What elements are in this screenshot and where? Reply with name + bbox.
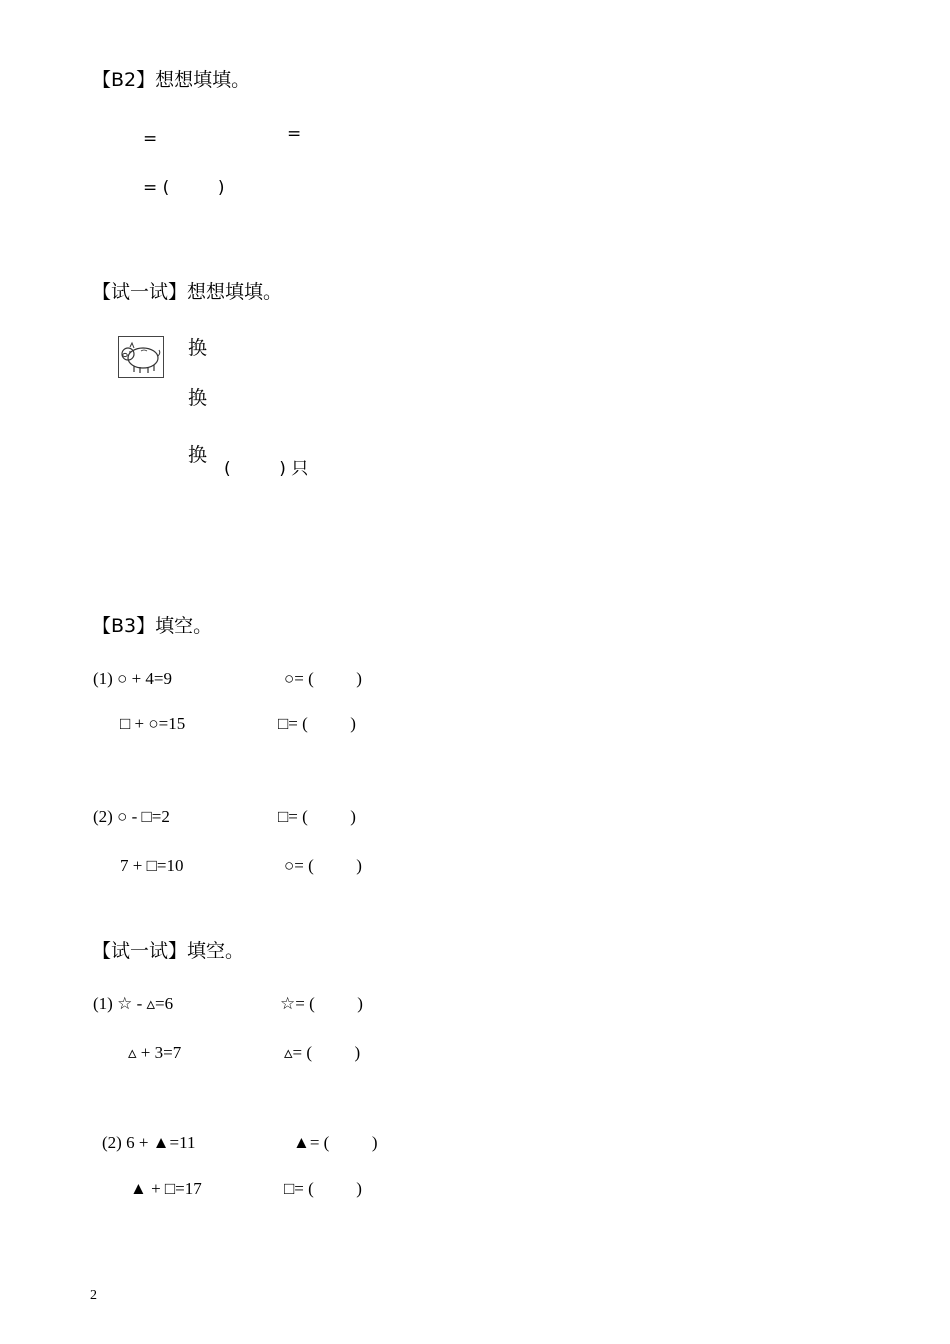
b3-p2-line2: 7 + □=10 — [120, 856, 184, 875]
b3-p1-line2: □ + ○=15 — [120, 714, 186, 733]
swap-label-1: 换 — [188, 337, 208, 359]
section-title-b3: 【B3】填空。 — [92, 615, 213, 637]
b3-p2-line1: (2) ○ - □=2 — [93, 807, 170, 826]
b3-p1-answer1: ○= ( ) — [284, 669, 362, 688]
swap-label-2: 换 — [188, 387, 208, 409]
section-title-b2: 【B2】想想填填。 — [92, 69, 251, 91]
try-2-p1-line2: ▵ + 3=7 — [128, 1043, 182, 1062]
b3-p2-answer2: ○= ( ) — [284, 856, 362, 875]
try-2-p2-line2: ▲ + □=17 — [130, 1179, 202, 1198]
try-2-p2-line1: (2) 6 + ▲=11 — [102, 1133, 196, 1152]
b3-p2-answer1: □= ( ) — [278, 807, 356, 826]
section-title-try-2: 【试一试】填空。 — [92, 940, 245, 962]
page-number: 2 — [90, 1288, 97, 1303]
b2-equals-1: = — [143, 129, 158, 149]
b2-equals-2: = — [287, 124, 302, 144]
try-2-p2-answer1: ▲= ( ) — [293, 1133, 378, 1152]
try-2-p2-answer2: □= ( ) — [284, 1179, 362, 1198]
b3-p1-line1: (1) ○ + 4=9 — [93, 669, 173, 688]
try-2-p1-answer1: ☆= ( ) — [280, 994, 363, 1013]
section-title-try-1: 【试一试】想想填填。 — [92, 281, 283, 303]
try-2-p1-line1: (1) ☆ - ▵=6 — [93, 994, 174, 1013]
b3-p1-answer2: □= ( ) — [278, 714, 356, 733]
b2-equals-answer: = ( ) — [143, 178, 225, 198]
try-1-answer: ( ) 只 — [224, 459, 309, 479]
swap-label-3: 换 — [188, 444, 208, 466]
try-2-p1-answer2: ▵= ( ) — [284, 1043, 361, 1062]
pig-icon — [118, 336, 164, 378]
